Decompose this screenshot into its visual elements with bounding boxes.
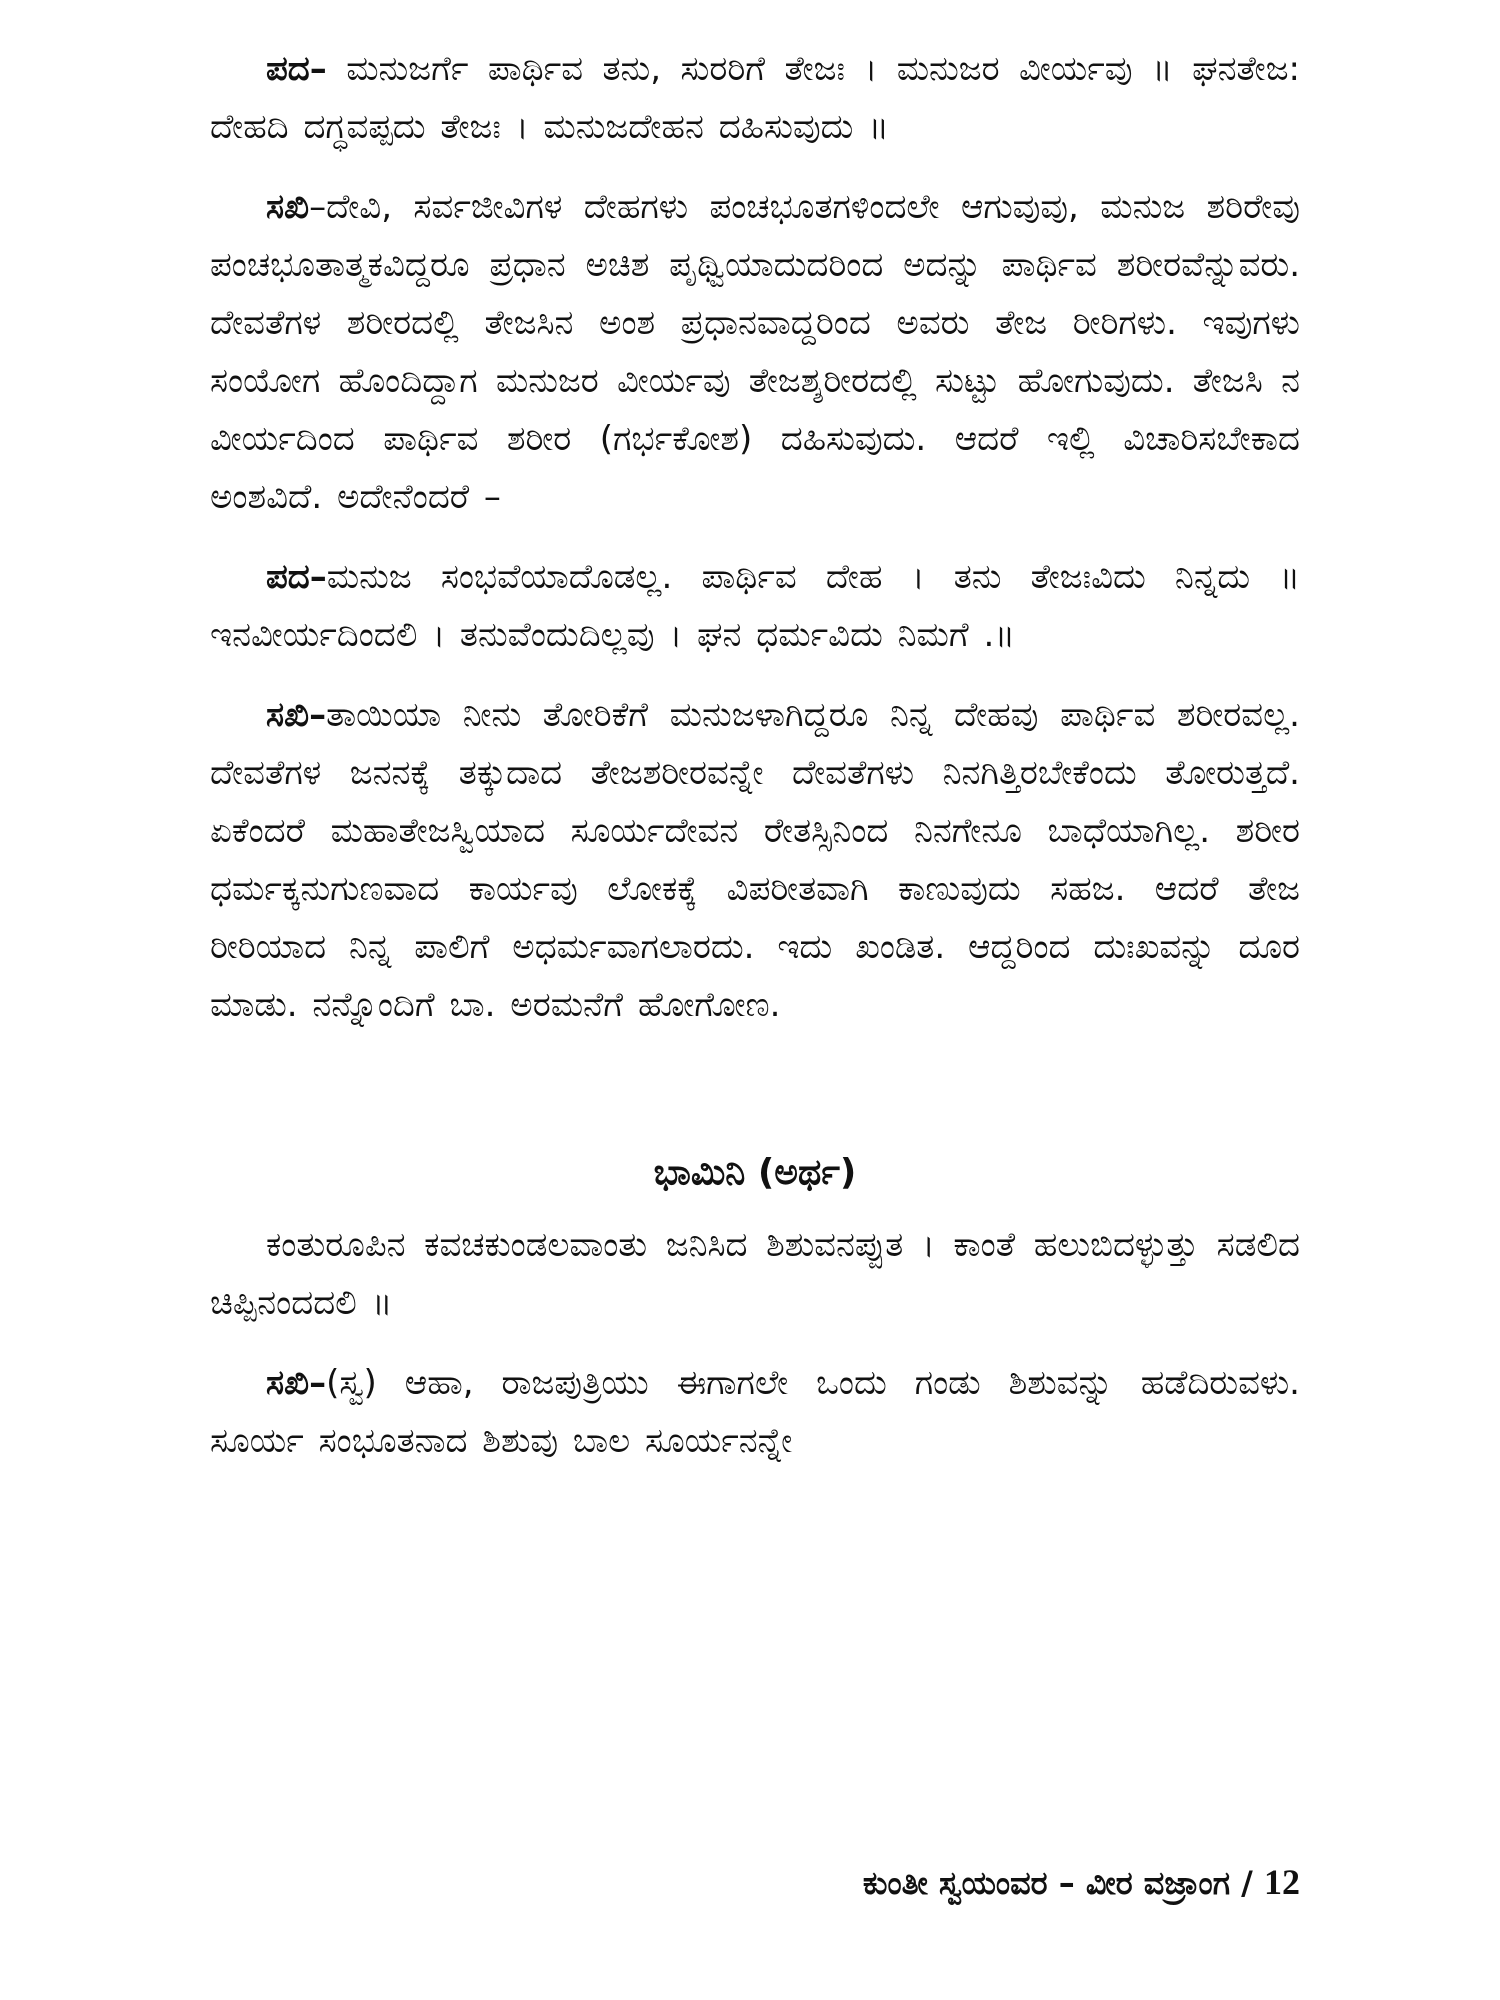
speaker-label: ಪದ– [266, 49, 327, 89]
paragraph-text: ಮನುಜರ್ಗೆ ಪಾರ್ಥಿವ ತನು, ಸುರರಿಗೆ ತೇಜಃ । ಮನುಜರ ವೀರ್ಯವು ॥ ಘನತೇಜ: ದೇಹದಿ ದಗ್ಧವಪ್ಪದು ತೇಜಃ । ಮನುಜದೇಹನ ದಹಿಸುವುದು ॥ [210, 49, 1300, 147]
section-heading: ಭಾಮಿನಿ (ಅರ್ಥ) [653, 1152, 857, 1193]
paragraph-pada-2 [210, 548, 1300, 664]
paragraph-text: –ದೇವಿ, ಸರ್ವಜೀವಿಗಳ ದೇಹಗಳು ಪಂಚಭೂತಗಳಿಂದಲೇ ಆಗುವುವು, ಮನುಜ ಶರಿರೇವು ಪಂಚಭೂತಾತ್ಮಕವಿದ್ದರೂ ಪ್ರಧಾನ ಅಚಿಶ ಪೃಥ್ವಿಯಾದುದರಿಂದ ಅದನ್ನು ಪಾರ್ಥಿವ ಶರೀರವೆನ್ನುವರು. ದೇವತೆಗಳ ಶರೀರದಲ್ಲಿ ತೇಜಸಿನ ಅಂಶ ಪ್ರಧಾನವಾದ್ದರಿಂದ ಅವರು ತೇಜ ರೀರಿಗಳು. ಇವುಗಳು ಸಂಯೋಗ ಹೊಂದಿದ್ದಾಗ ಮನುಜರ ವೀರ್ಯವು ತೇಜಶ್ಶರೀರದಲ್ಲಿ ಸುಟ್ಟು ಹೋಗುವುದು. ತೇಜಸಿ ನ ವೀರ್ಯದಿಂದ ಪಾರ್ಥಿವ ಶರೀರ (ಗರ್ಭಕೋಶ) ದಹಿಸುವುದು. ಆದರೆ ಇಲ್ಲಿ ವಿಚಾರಿಸಬೇಕಾದ ಅಂಶವಿದೆ. ಅದೇನೆಂದರೆ – [210, 187, 1300, 517]
footer-title: ಕುಂತೀ ಸ್ವಯಂವರ – ವೀರ ವಜ್ರಾಂಗ / [862, 1864, 1253, 1902]
verse-paragraph: ಕಂತುರೂಪಿನ ಕವಚಕುಂಡಲವಾಂತು ಜನಿಸಿದ ಶಿಶುವನಪ್ಪುತ । ಕಾಂತೆ ಹಲುಬಿದಳ್ಳುತ್ತು ಸಡಲಿದ ಚಿಪ್ಪಿನಂದದಲಿ ॥ [210, 1225, 1300, 1323]
speaker-label: ಸಖಿ– [266, 1363, 327, 1403]
page-footer [863, 1860, 1300, 1905]
speaker-label: ಪದ– [266, 557, 327, 597]
paragraph-text: ಮನುಜ ಸಂಭವೆಯಾದೊಡಲ್ಲ. ಪಾರ್ಥಿವ ದೇಹ । ತನು ತೇಜಃವಿದು ನಿನ್ನದು ॥ ಇನವೀರ್ಯದಿಂದಲಿ । ತನುವೆಂದುದಿಲ್ಲವು । ಘನ ಧರ್ಮವಿದು ನಿಮಗೆ .॥ [210, 557, 1300, 655]
paragraph-text: (ಸ್ವ) ಆಹಾ, ರಾಜಪುತ್ರಿಯು ಈಗಾಗಲೇ ಒಂದು ಗಂಡು ಶಿಶುವನ್ನು ಹಡೆದಿರುವಳು. ಸೂರ್ಯ ಸಂಭೂತನಾದ ಶಿಶುವು ಬಾಲ ಸೂರ್ಯನನ್ನೇ [210, 1363, 1300, 1461]
paragraph-sakhi-3 [210, 1354, 1300, 1470]
paragraph-sakhi-1 [210, 178, 1300, 526]
paragraph-pada-1 [210, 40, 1300, 156]
speaker-label: ಸಖಿ [266, 187, 310, 227]
speaker-label: ಸಖಿ– [266, 695, 327, 735]
page-number: 12 [1264, 1862, 1300, 1902]
paragraph-text: ತಾಯಿಯಾ ನೀನು ತೋರಿಕೆಗೆ ಮನುಜಳಾಗಿದ್ದರೂ ನಿನ್ನ ದೇಹವು ಪಾರ್ಥಿವ ಶರೀರವಲ್ಲ. ದೇವತೆಗಳ ಜನನಕ್ಕೆ ತಕ್ಕುದಾದ ತೇಜಶರೀರವನ್ನೇ ದೇವತೆಗಳು ನಿನಗಿತ್ತಿರಬೇಕೆಂದು ತೋರುತ್ತದೆ. ಏಕೆಂದರೆ ಮಹಾತೇಜಸ್ವಿಯಾದ ಸೂರ್ಯದೇವನ ರೇತಸ್ಸಿನಿಂದ ನಿನಗೇನೂ ಬಾಧೆಯಾಗಿಲ್ಲ. ಶರೀರ ಧರ್ಮಕ್ಕನುಗುಣವಾದ ಕಾರ್ಯವು ಲೋಕಕ್ಕೆ ವಿಪರೀತವಾಗಿ ಕಾಣುವುದು ಸಹಜ. ಆದರೆ ತೇಜ ರೀರಿಯಾದ ನಿನ್ನ ಪಾಲಿಗೆ ಅಧರ್ಮವಾಗಲಾರದು. ಇದು ಖಂಡಿತ. ಆದ್ದರಿಂದ ದುಃಖವನ್ನು ದೂರ ಮಾಡು. ನನ್ನೊಂದಿಗೆ ಬಾ. ಅರಮನೆಗೆ ಹೋಗೋಣ. [210, 695, 1300, 1025]
page-body [210, 40, 1300, 1492]
paragraph-sakhi-2 [210, 686, 1300, 1034]
